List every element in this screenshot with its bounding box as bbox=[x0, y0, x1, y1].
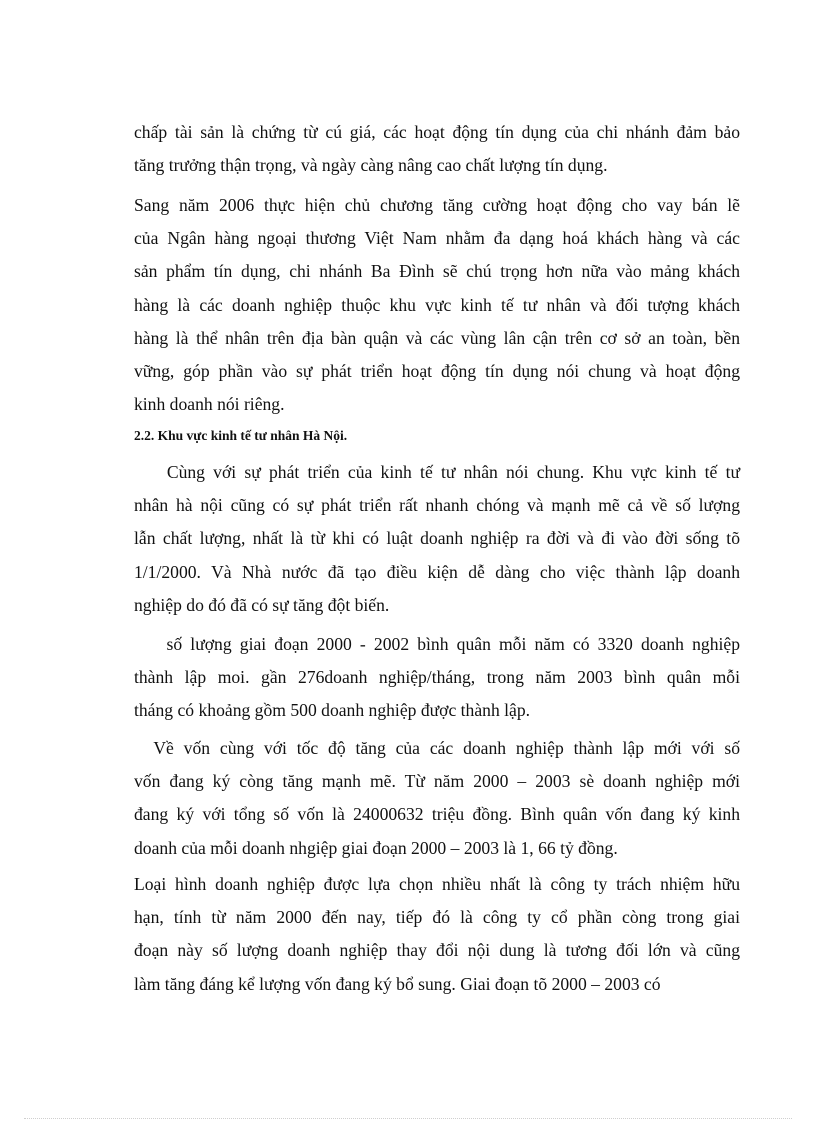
text-line: hàng là các doanh nghiệp thuộc khu vực kinh tế tư nhân và đối tượng khách bbox=[134, 294, 740, 315]
text-line: hạn, tính từ năm 2000 đến nay, tiếp đó là công ty cổ phần còng trong giai bbox=[134, 907, 740, 928]
text-line: nhân hà nội cũng có sự phát triển rất nhanh chóng và mạnh mẽ cả về số lượng bbox=[134, 495, 740, 516]
text-line: kinh doanh nói riêng. bbox=[134, 394, 285, 415]
text-line: tăng trưởng thận trọng, và ngày càng nâng cao chất lượng tín dụng. bbox=[134, 155, 608, 176]
paragraph-2 bbox=[134, 189, 740, 421]
text-line: doanh của mỗi doanh nhgiệp giai đoạn 2000 – 2003 là 1, 66 tỷ đồng. bbox=[134, 837, 618, 858]
paragraph-3 bbox=[134, 456, 740, 622]
section-heading: 2.2. Khu vực kinh tế tư nhân Hà Nội. bbox=[134, 428, 348, 443]
text-line: lẫn chất lượng, nhất là từ khi có luật doanh nghiệp ra đời và đi vào đời sống tõ bbox=[134, 528, 740, 549]
text-line: hàng là thể nhân trên địa bàn quận và các vùng lân cận trên cơ sở an toàn, bền bbox=[134, 327, 740, 348]
text-line: của Ngân hàng ngoại thương Việt Nam nhằm đa dạng hoá khách hàng và các bbox=[134, 228, 740, 249]
text-line: Sang năm 2006 thực hiện chủ chương tăng cường hoạt động cho vay bán lẽ bbox=[134, 195, 740, 215]
text-line: sản phẩm tín dụng, chi nhánh Ba Đình sẽ chú trọng hơn nữa vào mảng khách bbox=[134, 261, 740, 282]
text-line: thành lập moi. gần 276doanh nghiệp/tháng, trong năm 2003 bình quân mỗi bbox=[134, 667, 740, 688]
text-line: tháng có khoảng gồm 500 doanh nghiệp được thành lập. bbox=[134, 700, 531, 721]
text-line: vững, góp phần vào sự phát triển hoạt động tín dụng nói chung và hoạt động bbox=[134, 361, 740, 382]
text-line: đang ký với tổng số vốn là 24000632 triệu đồng. Bình quân vốn đang ký kinh bbox=[134, 804, 740, 825]
text-line: làm tăng đáng kể lượng vốn đang ký bổ sung. Giai đoạn tõ 2000 – 2003 có bbox=[134, 973, 661, 994]
text-line: đoạn này số lượng doanh nghiệp thay đổi nội dung là tương đối lớn và cũng bbox=[134, 940, 740, 961]
text-line: Loại hình doanh nghiệp được lựa chọn nhiều nhất là công ty trách nhiệm hữu bbox=[134, 874, 740, 894]
text-line: chấp tài sản là chứng từ cú giá, các hoạt động tín dụng của chi nhánh đảm bảo bbox=[134, 122, 740, 142]
paragraph-6 bbox=[134, 868, 740, 1001]
paragraph-5 bbox=[134, 732, 740, 865]
text-line: 1/1/2000. Và Nhà nước đã tạo điều kiện dễ dàng cho việc thành lập doanh bbox=[134, 561, 740, 582]
text-line: nghiệp do đó đã có sự tăng đột biến. bbox=[134, 594, 390, 615]
page-bottom-divider bbox=[24, 1118, 792, 1119]
text-line: số lượng giai đoạn 2000 - 2002 bình quân mỗi năm có 3320 doanh nghiệp bbox=[134, 634, 740, 654]
text-line: Cùng với sự phát triển của kinh tế tư nhân nói chung. Khu vực kinh tế tư bbox=[134, 462, 740, 482]
text-line: vốn đang ký còng tăng mạnh mẽ. Từ năm 2000 – 2003 sè doanh nghiệp mới bbox=[134, 771, 740, 792]
paragraph-4 bbox=[134, 628, 740, 728]
paragraph-1 bbox=[134, 116, 740, 182]
text-line: Về vốn cùng với tốc độ tăng của các doanh nghiệp thành lập mới với số bbox=[134, 738, 740, 758]
